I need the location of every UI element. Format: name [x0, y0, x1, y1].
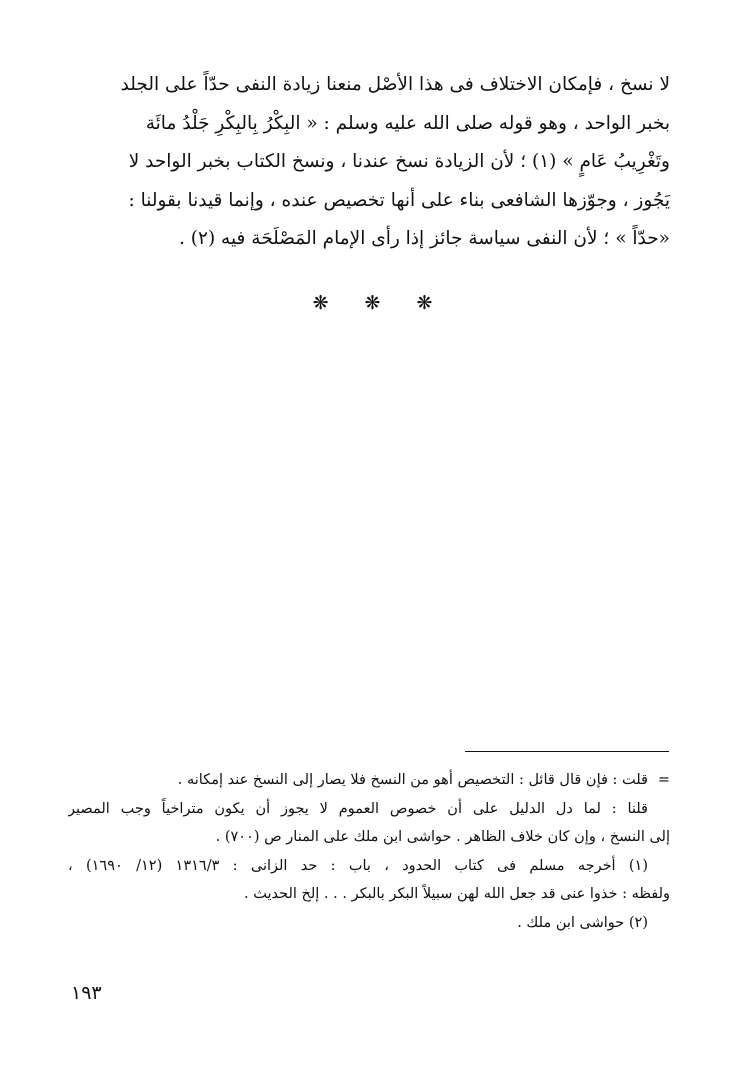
footnote-line: (١) أخرجه مسلم فى كتاب الحدود ، باب : حد الزانى : ١٣١٦/٣ (١٢/ ١٦٩٠) ، [68, 857, 648, 874]
footnote-line: ولفظه : خذوا عنى قد جعل الله لهن سبيلاً البكر بالبكر . . . إلخ الحديث . [244, 886, 670, 902]
footnote-line: إلى النسخ ، وإن كان خلاف الظاهر . حواشى ابن ملك على المنار ص (٧٠٠) . [215, 829, 670, 845]
asterism-star-icon: ❋ [312, 292, 329, 314]
footnote-line [68, 766, 670, 795]
main-text-line: «حدّاً » ؛ لأن النفى سياسة جائز إذا رأى الإمام المَصْلَحَة فيه (٢) . [179, 228, 670, 249]
main-text-line: بخبر الواحد ، وهو قوله صلى الله عليه وسلم : « البِكْرُ بِالبِكْرِ جَلْدُ مائَة [145, 112, 670, 134]
continuation-marker: = [657, 772, 670, 788]
page-number: ١٩٣ [71, 982, 102, 1004]
asterism-star-icon: ❋ [364, 292, 381, 314]
main-text-line: يَجُوز ، وجوّزها الشافعى بناء على أنها تخصيص عنده ، وإنما قيدنا بقولنا : [128, 189, 670, 211]
asterism-star-icon: ❋ [416, 292, 433, 314]
footnote-divider [465, 751, 669, 752]
main-text-line: لا نسخ ، فإمكان الاختلاف فى هذا الأصْل منعنا زيادة النفى حدّاً على الجلد [120, 74, 670, 95]
footnote-line: (٢) حواشى ابن ملك . [517, 914, 648, 931]
main-text [68, 66, 670, 259]
footnote-line: قلنا : لما دل الدليل على أن خصوص العموم لا يجوز أن يكون متراخياً وجب المصير [68, 800, 648, 817]
section-separator [0, 292, 745, 314]
footnote-text: قلت : فإن قال قائل : التخصيص أهو من النسخ فلا يصار إلى النسخ عند إمكانه . [177, 772, 648, 788]
footnotes [68, 766, 670, 937]
main-text-line: وتَغْرِيبُ عَامٍ » (١) ؛ لأن الزيادة نسخ عندنا ، ونسخ الكتاب بخبر الواحد لا [128, 151, 670, 172]
